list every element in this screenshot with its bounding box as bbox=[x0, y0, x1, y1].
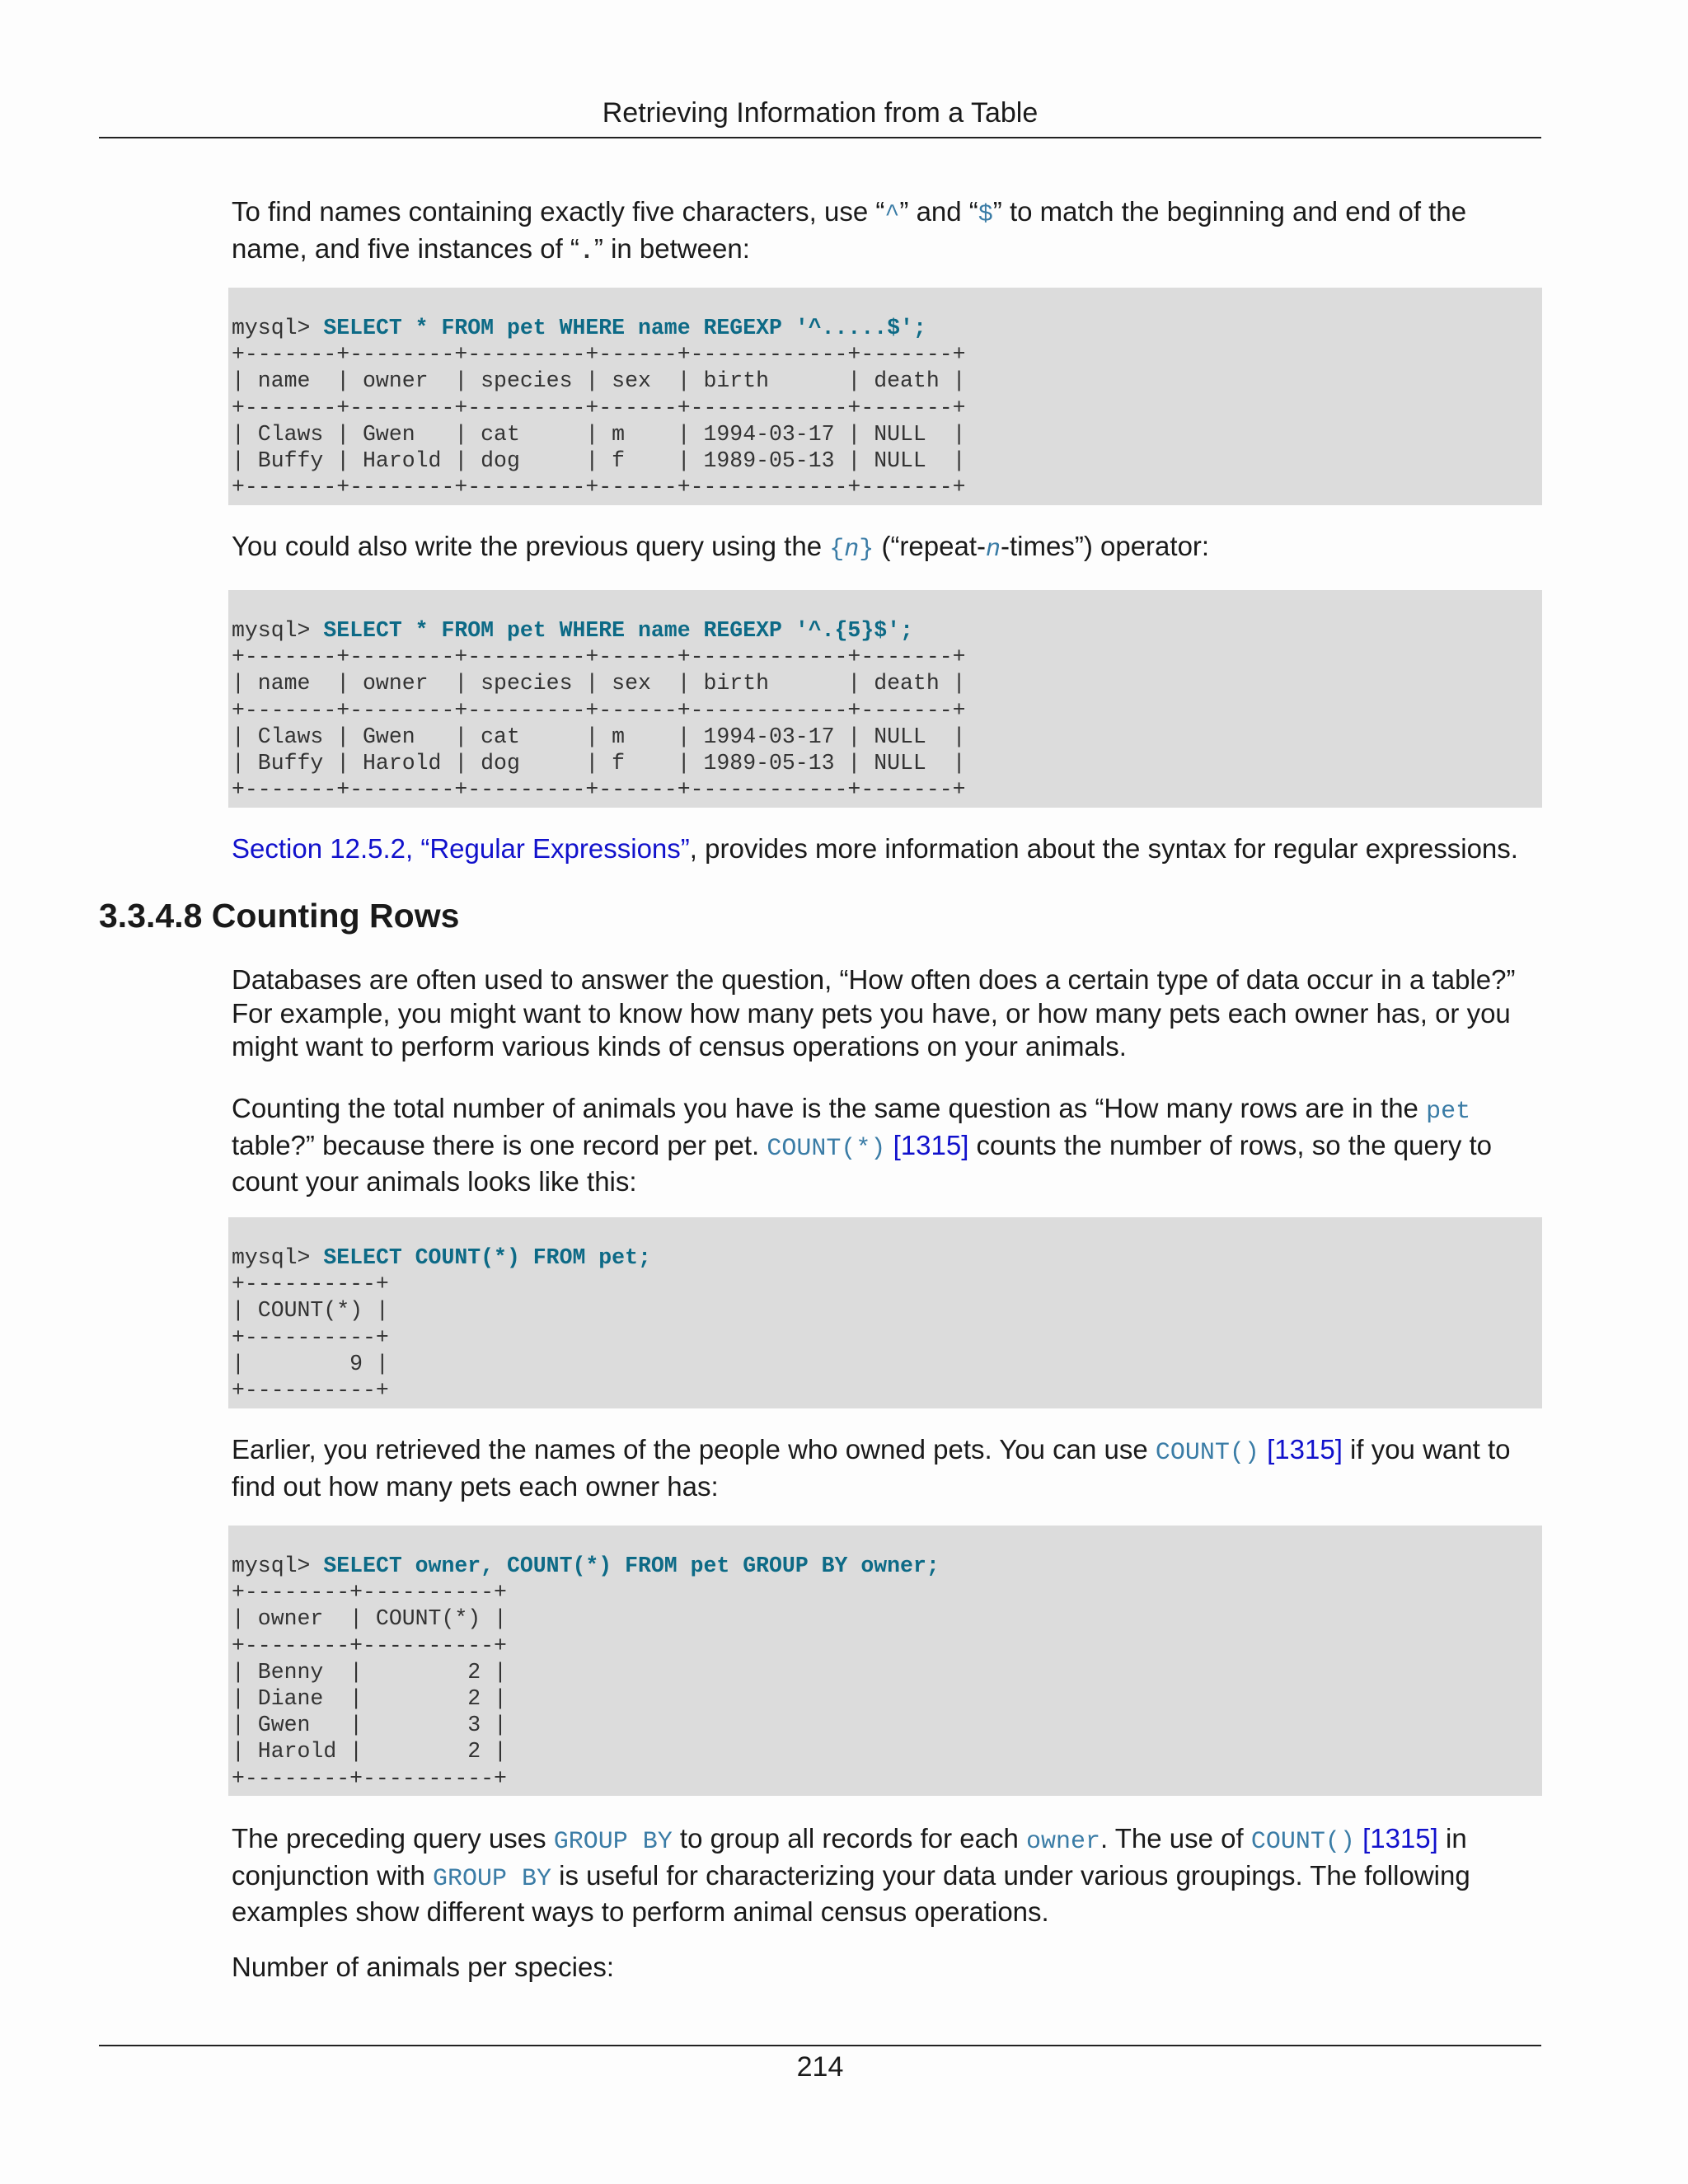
paragraph-owners-count bbox=[232, 1433, 1542, 1503]
code-n-italic: n bbox=[986, 536, 1001, 564]
code-owner: owner bbox=[1026, 1828, 1101, 1856]
code-count: COUNT() bbox=[1250, 1828, 1355, 1856]
code-listing bbox=[228, 1244, 651, 1404]
text: to group all records for each bbox=[672, 1823, 1026, 1854]
text: ” in between: bbox=[593, 232, 750, 264]
paragraph-five-characters bbox=[232, 195, 1542, 269]
code-pet: pet bbox=[1426, 1098, 1471, 1126]
sql-command: SELECT * FROM pet WHERE name REGEXP '^.{5}$'; bbox=[323, 618, 913, 643]
link-regular-expressions[interactable]: Section 12.5.2, “Regular Expressions” bbox=[232, 833, 690, 864]
query-output: +-------+--------+---------+------+------------+-------+ | name | owner | species | sex | birth | death | +-------+--------+---------+------+------------+-------+ | Claws | Gwen | cat | m | 1994-03-17 | NULL | | Buffy | Harold | dog | f | 1989-05-13 | NULL | +-------+--------+---------+------+------------+-------+ bbox=[232, 644, 966, 803]
page-number: 214 bbox=[796, 2051, 844, 2083]
code-listing bbox=[228, 1553, 940, 1792]
text: To find names containing exactly five characters, use “ bbox=[232, 196, 885, 227]
text: You could also write the previous query using the bbox=[232, 531, 830, 561]
text: is useful for characterizing your data under various groupings. The following examples show different ways to perform animal census operations. bbox=[232, 1859, 1470, 1927]
paragraph-counting-total bbox=[232, 1092, 1542, 1199]
code-n: n bbox=[844, 536, 860, 564]
code-brace-close: } bbox=[859, 536, 874, 564]
code-caret: ^ bbox=[884, 201, 900, 229]
mysql-prompt: mysql> bbox=[232, 1554, 324, 1578]
text: if you want to find out how many pets each owner has: bbox=[232, 1434, 1511, 1502]
text: -times”) operator: bbox=[1001, 531, 1210, 561]
code-block-group-by-owner bbox=[228, 1526, 1542, 1796]
query-output: +----------+ | COUNT(*) | +----------+ | 9 | +----------+ bbox=[232, 1272, 389, 1404]
sql-command: SELECT * FROM pet WHERE name REGEXP '^.....$'; bbox=[323, 316, 926, 340]
section-heading: 3.3.4.8 Counting Rows bbox=[99, 897, 460, 935]
mysql-prompt: mysql> bbox=[232, 618, 324, 643]
paragraph-animals-per-species: Number of animals per species: bbox=[232, 1952, 615, 1982]
text: (“repeat- bbox=[874, 531, 986, 561]
text: . The use of bbox=[1100, 1823, 1251, 1854]
code-count-star: COUNT(*) bbox=[767, 1134, 886, 1163]
code-group-by: GROUP BY bbox=[553, 1828, 673, 1856]
ref-link-1315[interactable]: [1315] bbox=[893, 1129, 969, 1160]
paragraph-repeat-operator bbox=[232, 530, 1542, 567]
text: table?” because there is one record per pet. bbox=[232, 1129, 767, 1160]
sql-command: SELECT COUNT(*) FROM pet; bbox=[323, 1245, 651, 1270]
paragraph-regex-reference bbox=[232, 832, 1542, 866]
mysql-prompt: mysql> bbox=[232, 1245, 324, 1270]
text: counts the number of rows, so the query to count your animals looks like this: bbox=[232, 1129, 1493, 1197]
sql-command: SELECT owner, COUNT(*) FROM pet GROUP BY owner; bbox=[323, 1554, 940, 1578]
text: Counting the total number of animals you have is the same question as “How many rows are in the bbox=[232, 1093, 1427, 1123]
code-brace-open: { bbox=[829, 536, 845, 564]
page-header-title: Retrieving Information from a Table bbox=[602, 97, 1039, 129]
code-count: COUNT() bbox=[1155, 1439, 1259, 1467]
paragraph-databases-intro: Databases are often used to answer the question, “How often does a certain type of data occur in a table?” For example, you might want to know how many pets you have, or how many pets each owner has, or you might want to perform various kinds of census operations on your animals. bbox=[232, 964, 1516, 1062]
ref-link-1315[interactable]: [1315] bbox=[1362, 1823, 1438, 1854]
code-dollar: $ bbox=[978, 201, 993, 229]
ref-link-1315[interactable]: [1315] bbox=[1267, 1434, 1343, 1465]
code-block-count bbox=[228, 1217, 1542, 1408]
code-block-regexp-repeat bbox=[228, 590, 1542, 808]
query-output: +--------+----------+ | owner | COUNT(*) | +--------+----------+ | Benny | 2 | | Diane | 2 | | Gwen | 3 | | Harold | 2 | +--------+----------+ bbox=[232, 1580, 507, 1791]
header-divider bbox=[99, 137, 1541, 138]
mysql-prompt: mysql> bbox=[232, 316, 324, 340]
paragraph-group-by-explanation bbox=[232, 1822, 1542, 1929]
text: in conjunction with bbox=[232, 1823, 1467, 1891]
query-output: +-------+--------+---------+------+------------+-------+ | name | owner | species | sex | birth | death | +-------+--------+---------+------+------------+-------+ | Claws | Gwen | cat | m | 1994-03-17 | NULL | | Buffy | Harold | dog | f | 1989-05-13 | NULL | +-------+--------+---------+------+------------+-------+ bbox=[232, 342, 966, 500]
text: The preceding query uses bbox=[232, 1823, 554, 1854]
code-group-by: GROUP BY bbox=[432, 1864, 552, 1893]
footer-divider bbox=[99, 2045, 1541, 2046]
code-block-regexp-dots bbox=[228, 288, 1542, 505]
code-listing bbox=[228, 315, 966, 500]
code-listing bbox=[228, 617, 966, 803]
text: , provides more information about the syntax for regular expressions. bbox=[689, 833, 1518, 864]
text: ” and “ bbox=[899, 196, 978, 227]
code-dot: . bbox=[579, 237, 594, 266]
text: Earlier, you retrieved the names of the people who owned pets. You can use bbox=[232, 1434, 1156, 1465]
text: ” to match the beginning and end of the name, and five instances of “ bbox=[232, 196, 1467, 264]
